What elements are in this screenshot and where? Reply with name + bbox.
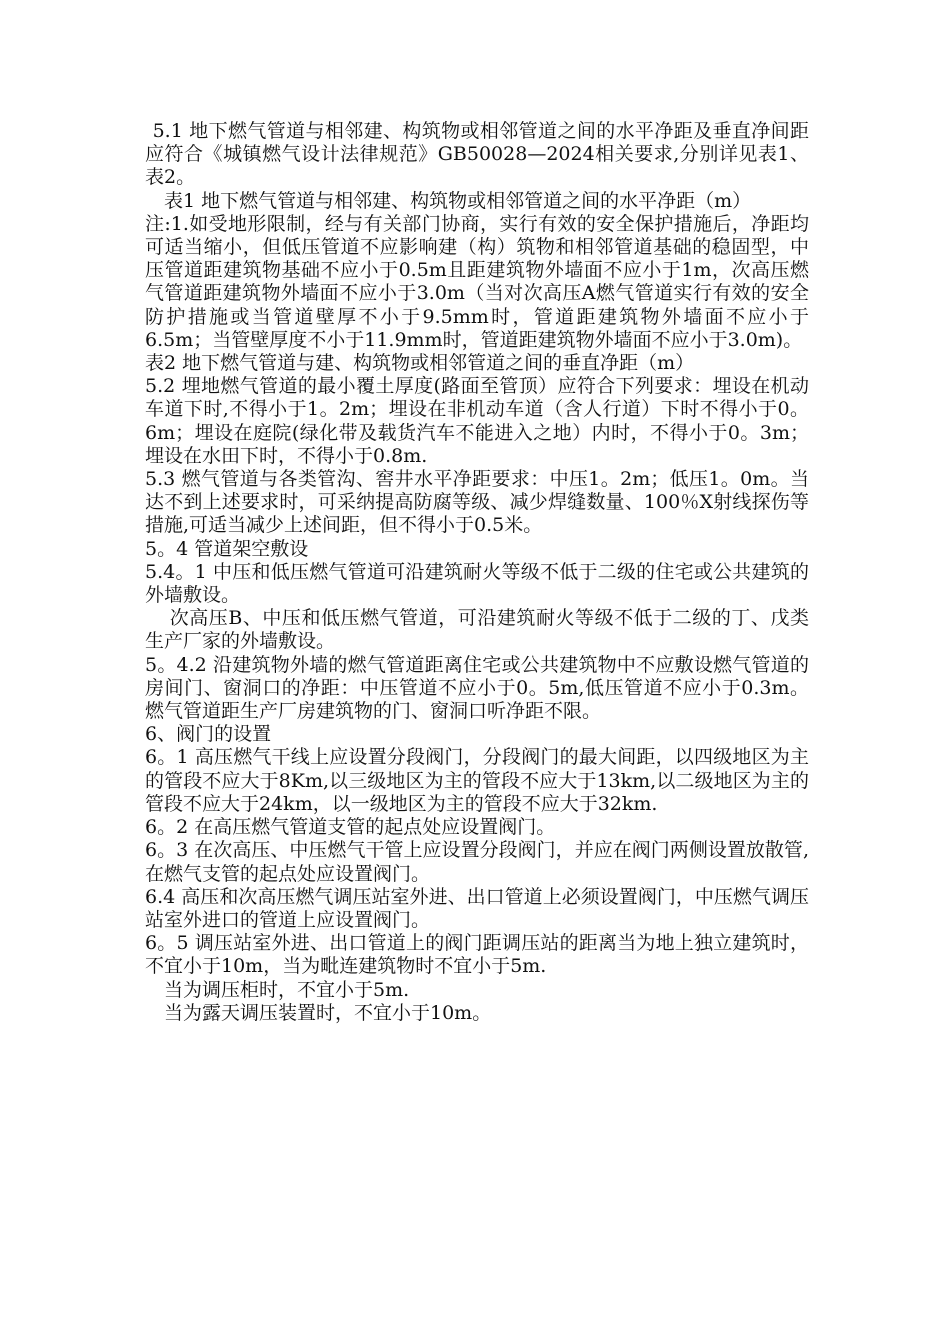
paragraph-6-4: 6.4 高压和次高压燃气调压站室外进、出口管道上必须设置阀门，中压燃气调压站室外进口的管道上应设置阀门。 xyxy=(145,885,809,931)
paragraph-6-3: 6。3 在次高压、中压燃气干管上应设置分段阀门，并应在阀门两侧设置放散管,在燃气支管的起点处应设置阀门。 xyxy=(145,839,809,885)
table-1-caption: 表1 地下燃气管道与相邻建、构筑物或相邻管道之间的水平净距（m） xyxy=(164,189,752,212)
note-paragraph: 注:1.如受地形限制，经与有关部门协商，实行有效的安全保护措施后，净距均可适当缩小，但低压管道不应影响建（构）筑物和相邻管道基础的稳固型，中压管道距建筑物基础不应小于0.5m且距建筑物外墙面不应小于1m，次高压燃气管道距建筑物外墙面不应小于3.0m（当对次高压A燃气管道实行有效的安全防护措施或当管道壁厚不小于9.5mm时，管道距建筑物外墙面不应小于6.5m；当管壁厚度不小于11.9mm时，管道距建筑物外墙面不应小于3.0m)。 xyxy=(145,212,809,351)
heading-5-4: 5。4 管道架空敷设 xyxy=(145,537,309,560)
table-2-caption: 表2 地下燃气管道与建、构筑物或相邻管道之间的垂直净距（m） xyxy=(145,352,695,375)
paragraph-5-3: 5.3 燃气管道与各类管沟、窖井水平净距要求：中压1。2m；低压1。0m。当达不到上述要求时，可采纳提高防腐等级、减少焊缝数量、100％X射线探伤等措施,可适当减少上述间距，但不得小于0.5米。 xyxy=(145,468,809,537)
paragraph-5-4-1: 5.4。1 中压和低压燃气管道可沿建筑耐火等级不低于二级的住宅或公共建筑的外墙敷设。 xyxy=(145,560,809,607)
paragraph-6-5: 6。5 调压站室外进、出口管道上的阀门距调压站的距离当为地上独立建筑时，不宜小于10m，当为毗连建筑物时不宜小于5m. xyxy=(145,932,809,978)
paragraph-5-1: 5.1 地下燃气管道与相邻建、构筑物或相邻管道之间的水平净距及垂直净间距应符合《城镇燃气设计法律规范》GB50028—2024相关要求,分别详见表1、表2。 xyxy=(145,120,809,189)
paragraph-5-2: 5.2 埋地燃气管道的最小覆土厚度(路面至管顶）应符合下列要求：埋设在机动车道下时,不得小于1。2m；埋设在非机动车道（含人行道）下时不得小于0。6m；埋设在庭院(绿化带及载货汽车不能进入之地）内时，不得小于0。3m；埋设在水田下时，不得小于0.8m. xyxy=(145,375,809,467)
paragraph-6-2: 6。2 在高压燃气管道支管的起点处应设置阀门。 xyxy=(145,816,556,839)
paragraph-5-4-1-b: 次高压B、中压和低压燃气管道，可沿建筑耐火等级不低于二级的丁、戊类生产厂家的外墙敷设。 xyxy=(145,607,809,653)
paragraph-6-1: 6。1 高压燃气干线上应设置分段阀门，分段阀门的最大间距，以四级地区为主的管段不应大于8Km,以三级地区为主的管段不应大于13km,以二级地区为主的管段不应大于24km，以一级地区为主的管段不应大于32km. xyxy=(145,746,809,815)
paragraph-5-4-2: 5。4.2 沿建筑物外墙的燃气管道距离住宅或公共建筑物中不应敷设燃气管道的房间门、窗洞口的净距：中压管道不应小于0。5m,低压管道不应小于0.3m。燃气管道距生产厂房建筑物的门、窗洞口听净距不限。 xyxy=(145,653,809,723)
document-body xyxy=(145,120,809,1025)
paragraph-6-5-c: 当为露天调压装置时，不宜小于10m。 xyxy=(164,1001,492,1024)
heading-6: 6、阀门的设置 xyxy=(145,723,272,746)
paragraph-6-5-b: 当为调压柜时，不宜小于5m. xyxy=(164,978,410,1001)
